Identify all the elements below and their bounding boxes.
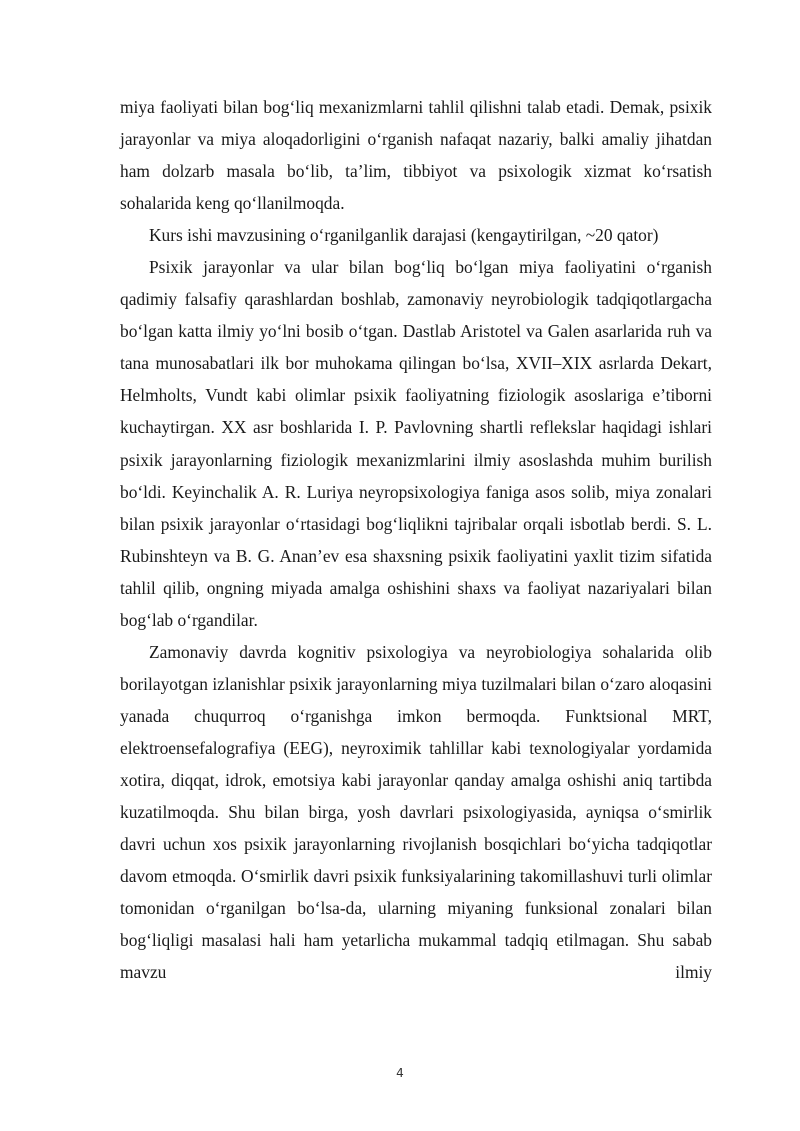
body-text [120, 91, 712, 988]
page-number: 4 [396, 1066, 404, 1080]
section-heading: Kurs ishi mavzusining o‘rganilganlik darajasi (kengaytirilgan, ~20 qator) [149, 225, 659, 246]
paragraph-history: Psixik jarayonlar va ular bilan bog‘liq bo‘lgan miya faoliyatini o‘rganish qadimiy falsafiy qarashlardan boshlab, zamonaviy neyrobiologik tadqiqotlargacha bo‘lgan katta ilmiy yo‘lni bosib o‘tgan. Dastlab Aristotel va Galen asarlarida ruh va tana munosabatlari ilk bor muhokama qilingan bo‘lsa, XVII–XIX asrlarda Dekart, Helmholts, Vundt kabi olimlar psixik faoliyatning fiziologik asoslariga e’tiborni kuchaytirgan. XX asr boshlarida I. P. Pavlovning shartli reflekslar haqidagi ishlari psixik jarayonlarning fiziologik mexanizmlarini ilmiy asoslashda muhim burilish bo‘ldi. Keyinchalik A. R. Luriya neyropsixologiya faniga asos solib, miya zonalari bilan psixik jarayonlar o‘rtasidagi bog‘liqlikni tajribalar orqali isbotlab berdi. S. L. Rubinshteyn va B. G. Anan’ev esa shaxsning psixik faoliyatini yaxlit tizim sifatida tahlil qilib, ongning miyada amalga oshishini shaxs va faoliyat nazariyalari bilan bog‘lab o‘rgandilar. [120, 257, 712, 630]
paragraph-intro-continuation: miya faoliyati bilan bog‘liq mexanizmlarni tahlil qilishni talab etadi. Demak, psixik jarayonlar va miya aloqadorligini o‘rganish nafaqat nazariy, balki amaliy jihatdan ham dolzarb masala bo‘lib, ta’lim, tibbiyot va psixologik xizmat ko‘rsatish sohalarida keng qo‘llanilmoqda. [120, 97, 712, 214]
paragraph-modern-research: Zamonaviy davrda kognitiv psixologiya va neyrobiologiya sohalarida olib borilayotgan izlanishlar psixik jarayonlarning miya tuzilmalari bilan o‘zaro aloqasini yanada chuqurroq o‘rganishga imkon bermoqda. Funktsional MRT, elektroensefalografiya (EEG), neyroximik tahlillar kabi texnologiyalar yordamida xotira, diqqat, idrok, emotsiya kabi jarayonlar qanday amalga oshishi aniq tartibda kuzatilmoqda. Shu bilan birga, yosh davrlari psixologiyasida, ayniqsa o‘smirlik davri uchun xos psixik jarayonlarning rivojlanish bosqichlari bo‘yicha tadqiqotlar davom etmoqda. O‘smirlik davri psixik funksiyalarining takomillashuvi turli olimlar tomonidan o‘rganilgan bo‘lsa-da, ularning miyaning funksional zonalari bilan bog‘liqligi masalasi hali ham yetarlicha mukammal tadqiq etilmagan. Shu sabab mavzu ilmiy [120, 641, 712, 983]
